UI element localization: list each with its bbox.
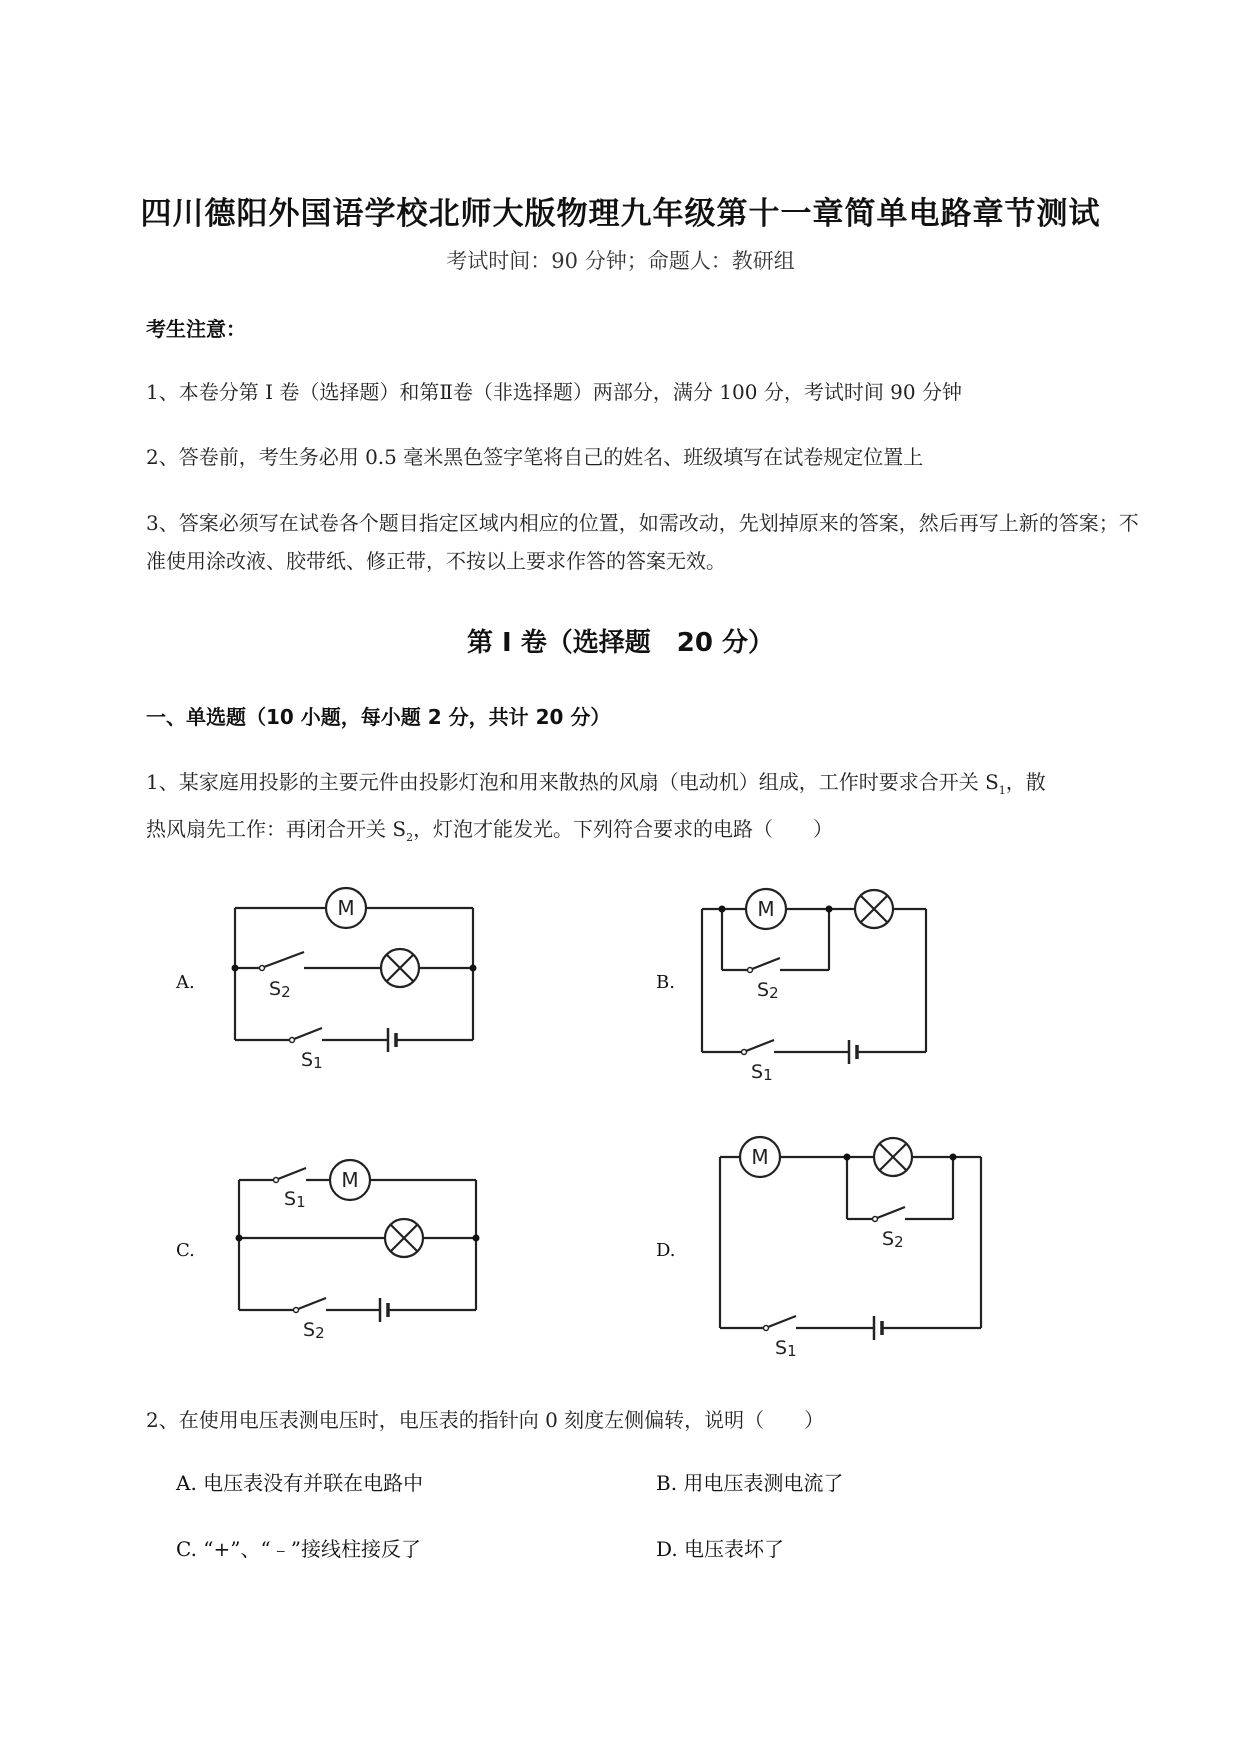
- option-a-label[interactable]: A.: [176, 972, 195, 993]
- q2-option-d[interactable]: D. 电压表坏了: [656, 1537, 785, 1561]
- circuit-b: [702, 909, 926, 1064]
- motor-icon: [740, 1137, 780, 1177]
- motor-icon: [330, 1160, 370, 1200]
- question-2: 2、在使用电压表测电压时，电压表的指针向 0 刻度左侧偏转，说明（ ）: [146, 1408, 825, 1432]
- q2-option-a[interactable]: A. 电压表没有并联在电路中: [176, 1471, 424, 1495]
- svg-text:S1: S1: [775, 1337, 797, 1360]
- page-title: 四川德阳外国语学校北师大版物理九年级第十一章简单电路章节测试: [140, 196, 1101, 232]
- svg-text:S1: S1: [751, 1061, 773, 1084]
- option-d-label[interactable]: D.: [656, 1240, 676, 1261]
- notice-item-1: 1、本卷分第 I 卷（选择题）和第Ⅱ卷（非选择题）两部分，满分 100 分，考试时间 90 分钟: [146, 380, 962, 404]
- section-title: 第 I 卷（选择题 20 分）: [466, 628, 774, 658]
- part-heading: 一、单选题（10 小题，每小题 2 分，共计 20 分）: [146, 705, 611, 729]
- svg-text:M: M: [341, 1168, 359, 1192]
- option-b-label[interactable]: B.: [656, 972, 675, 993]
- circuit-d: [720, 1157, 981, 1340]
- question-1-line-1: 1、某家庭用投影的主要元件由投影灯泡和用来散热的风扇（电动机）组成，工作时要求合开关 $S_1$，散: [146, 770, 1046, 797]
- notice-heading: 考生注意：: [146, 317, 246, 341]
- svg-text:M: M: [751, 1145, 769, 1169]
- svg-text:M: M: [757, 897, 775, 921]
- motor-icon: [746, 889, 786, 929]
- notice-item-3: 3、答案必须写在试卷各个题目指定区域内相应的位置，如需改动，先划掉原来的答案，然后再写上新的答案；不准使用涂改液、胶带纸、修正带，不按以上要求作答的答案无效。: [146, 511, 1139, 573]
- svg-text:S2: S2: [882, 1228, 904, 1251]
- svg-text:S2: S2: [269, 978, 291, 1001]
- lamp-icon: [385, 1219, 423, 1257]
- lamp-icon: [855, 890, 893, 928]
- q2-option-c[interactable]: C. “+”、“﹣”接线柱接反了: [176, 1537, 421, 1561]
- svg-text:S1: S1: [301, 1049, 323, 1072]
- svg-text:S2: S2: [303, 1319, 325, 1342]
- switch-pivots: [260, 966, 878, 1331]
- question-1-line-2: 热风扇先工作：再闭合开关 $S_2$，灯泡才能发光。下列符合要求的电路（ ）: [146, 817, 834, 844]
- option-c-label[interactable]: C.: [176, 1240, 195, 1261]
- svg-text:S2: S2: [757, 979, 779, 1002]
- exam-info: 考试时间：90 分钟；命题人：教研组: [446, 249, 795, 273]
- notice-item-2: 2、答卷前，考生务必用 0.5 毫米黑色签字笔将自己的姓名、班级填写在试卷规定位置上: [146, 445, 924, 469]
- q2-option-b[interactable]: B. 用电压表测电流了: [656, 1471, 844, 1495]
- svg-text:S1: S1: [284, 1188, 306, 1211]
- motor-icon: [326, 888, 366, 928]
- svg-text:M: M: [337, 896, 355, 920]
- lamp-icon: [381, 949, 419, 987]
- lamp-icon: [874, 1138, 912, 1176]
